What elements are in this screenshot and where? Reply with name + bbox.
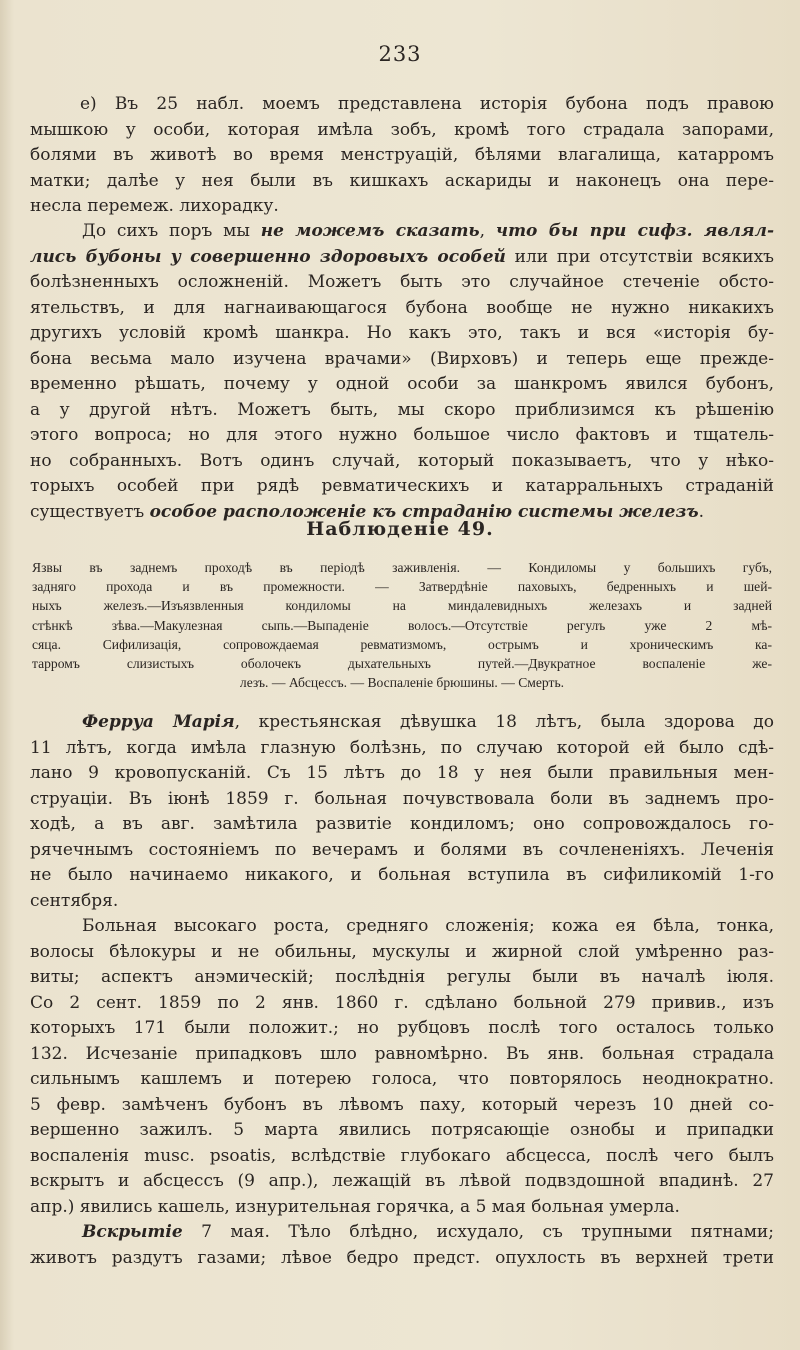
text-line: ходѣ, а въ авг. замѣтила развитіе кондиломъ; оно сопровождалось го- (30, 814, 774, 834)
text-line: 132. Исчезаніе припадковъ шло равномѣрно. Въ янв. больная страдала (30, 1043, 774, 1064)
text-line: Больная высокаго роста, средняго сложенія; кожа ея бѣла, тонка, (82, 916, 774, 936)
summary-line: задняго прохода и въ промежности. — Затвердѣніе паховыхъ, бедренныхъ и шей- (32, 579, 772, 595)
text-line: До сихъ поръ мы не можемъ сказать, что бы при сифз. являл- (82, 221, 774, 241)
text-line: матки; далѣе у нея были въ кишкахъ аскариды и наконецъ она пере- (30, 170, 774, 191)
autopsy-label: Вскрытіе (82, 1222, 183, 1242)
observation-summary (32, 558, 772, 692)
text-line: несла перемеж. лихорадку. (30, 196, 279, 216)
text-line: другихъ условій кромѣ шанкра. Но какъ это, такъ и вся «исторія бу- (30, 323, 774, 343)
text-line: но собранныхъ. Вотъ одинъ случай, который показываетъ, что у нѣко- (30, 450, 774, 471)
paragraph-e (30, 92, 774, 220)
paragraph-discussion (30, 219, 774, 525)
text-line: этого вопроса; но для этого нужно большое число фактовъ и тщатель- (30, 425, 774, 445)
summary-line: тарромъ слизистыхъ оболочекъ дыхательныхъ путей.—Двукратное воспаленіе же- (32, 656, 772, 672)
text-line: Со 2 сент. 1859 по 2 янв. 1860 г. сдѣлано больной 279 привив., изъ (30, 992, 774, 1013)
text-line: мышкою у особи, которая имѣла зобъ, кромѣ того страдала запорами, (30, 119, 774, 140)
text-line: лись бубоны у совершенно здоровыхъ особей или при отсутствіи всякихъ (30, 246, 774, 267)
text-line: волосы бѣлокуры и не обильны, мускулы и жирной слой умѣренно раз- (30, 941, 774, 962)
text-line: животъ раздутъ газами; лѣвое бедро предст. опухлость въ верхней трети (30, 1247, 774, 1268)
text-line: сентября. (30, 890, 119, 911)
text-line: которыхъ 171 были положит.; но рубцовъ послѣ того осталось только (30, 1018, 774, 1038)
summary-line: ныхъ железъ.—Изъязвленныя кондиломы на миндалевидныхъ железахъ и задней (32, 598, 772, 614)
text-line: 11 лѣтъ, когда имѣла глазную болѣзнь, по случаю которой ей было сдѣ- (30, 737, 774, 758)
text-line: Ферруа Марія, крестьянская дѣвушка 18 лѣтъ, была здорова до (82, 712, 774, 732)
text-line: торыхъ особей при рядѣ ревматическихъ и катарральныхъ страданій (30, 476, 774, 496)
summary-line: сяца. Сифилизація, сопровождаемая ревматизмомъ, острымъ и хроническимъ ка- (32, 636, 772, 652)
emphasis-text: особое расположеніе къ страданію системы железъ (149, 501, 699, 522)
text-line: временно рѣшать, почему у одной особи за шанкромъ явился бубонъ, (30, 374, 774, 394)
text-line: бона весьма мало изучена врачами» (Вирховъ) и теперь еще прежде- (30, 348, 774, 369)
text-line: рячечнымъ состояніемъ по вечерамъ и болями въ сочлененіяхъ. Леченія (30, 839, 774, 860)
text-line: болѣзненныхъ осложненій. Можетъ быть это случайное стеченіе обсто- (30, 272, 774, 292)
text-line: сильнымъ кашлемъ и потерею голоса, что повторялось неоднократно. (30, 1069, 774, 1089)
emphasis-text: лись бубоны у совершенно здоровыхъ особей (30, 246, 506, 267)
text-line: Вскрытіе 7 мая. Тѣло блѣдно, исхудало, съ трупными пятнами; (82, 1222, 774, 1242)
text-line: струаціи. Въ іюнѣ 1859 г. больная почувствовала боли въ заднемъ про- (30, 788, 774, 809)
case-course-paragraph (30, 914, 774, 1220)
text-line: е) Въ 25 набл. моемъ представлена исторія бубона подъ правою (80, 94, 774, 114)
observation-heading: Наблюденіе 49. (306, 518, 494, 540)
emphasis-text: не можемъ сказать (260, 221, 480, 241)
text-line: существуетъ особое расположеніе къ страданію системы железъ. (30, 501, 705, 522)
text-line: виты; аспектъ анэмическій; послѣднія регулы были въ началѣ іюля. (30, 967, 774, 987)
summary-line: Язвы въ заднемъ проходѣ въ періодѣ заживленія. — Кондиломы у большихъ губъ, (32, 560, 772, 575)
case-history-paragraph (30, 710, 774, 914)
page-number: 233 (378, 42, 422, 66)
text-line: 5 февр. замѣченъ бубонъ въ лѣвомъ паху, который черезъ 10 дней со- (30, 1094, 774, 1115)
text-line: воспаленія musc. psoatis, вслѣдствіе глубокаго абсцесса, послѣ чего былъ (30, 1145, 774, 1166)
text-line: вершенно зажилъ. 5 марта явились потрясающіе ознобы и припадки (30, 1120, 774, 1140)
text-line: вскрытъ и абсцессъ (9 апр.), лежащій въ лѣвой подвздошной впадинѣ. 27 (30, 1171, 774, 1191)
patient-name: Ферруа Марія (82, 712, 235, 732)
text-line: а у другой нѣтъ. Можетъ быть, мы скоро приблизимся къ рѣшенію (30, 399, 774, 420)
autopsy-paragraph (30, 1220, 774, 1271)
emphasis-text: что бы при сифз. являл- (495, 221, 774, 241)
text-line: не было начинаемо никакого, и больная вступила въ сифиликомій 1-го (30, 865, 774, 885)
text-line: лано 9 кровопусканій. Съ 15 лѣтъ до 18 у нея были правильныя мен- (30, 763, 774, 783)
summary-line: стѣнкѣ зѣва.—Макулезная сыпь.—Выпаденіе волосъ.—Отсутствіе регулъ уже 2 мѣ- (32, 617, 772, 633)
text-line: апр.) явились кашель, изнурительная горячка, а 5 мая больная умерла. (30, 1196, 680, 1217)
text-line: болями въ животѣ во время менструацій, бѣлями влагалища, катарромъ (30, 145, 774, 165)
summary-line: лезъ. — Абсцессъ. — Воспаленіе брюшины. — Смерть. (239, 675, 565, 691)
text-line: ятельствъ, и для нагнаивающагося бубона вообще не нужно никакихъ (30, 297, 774, 318)
